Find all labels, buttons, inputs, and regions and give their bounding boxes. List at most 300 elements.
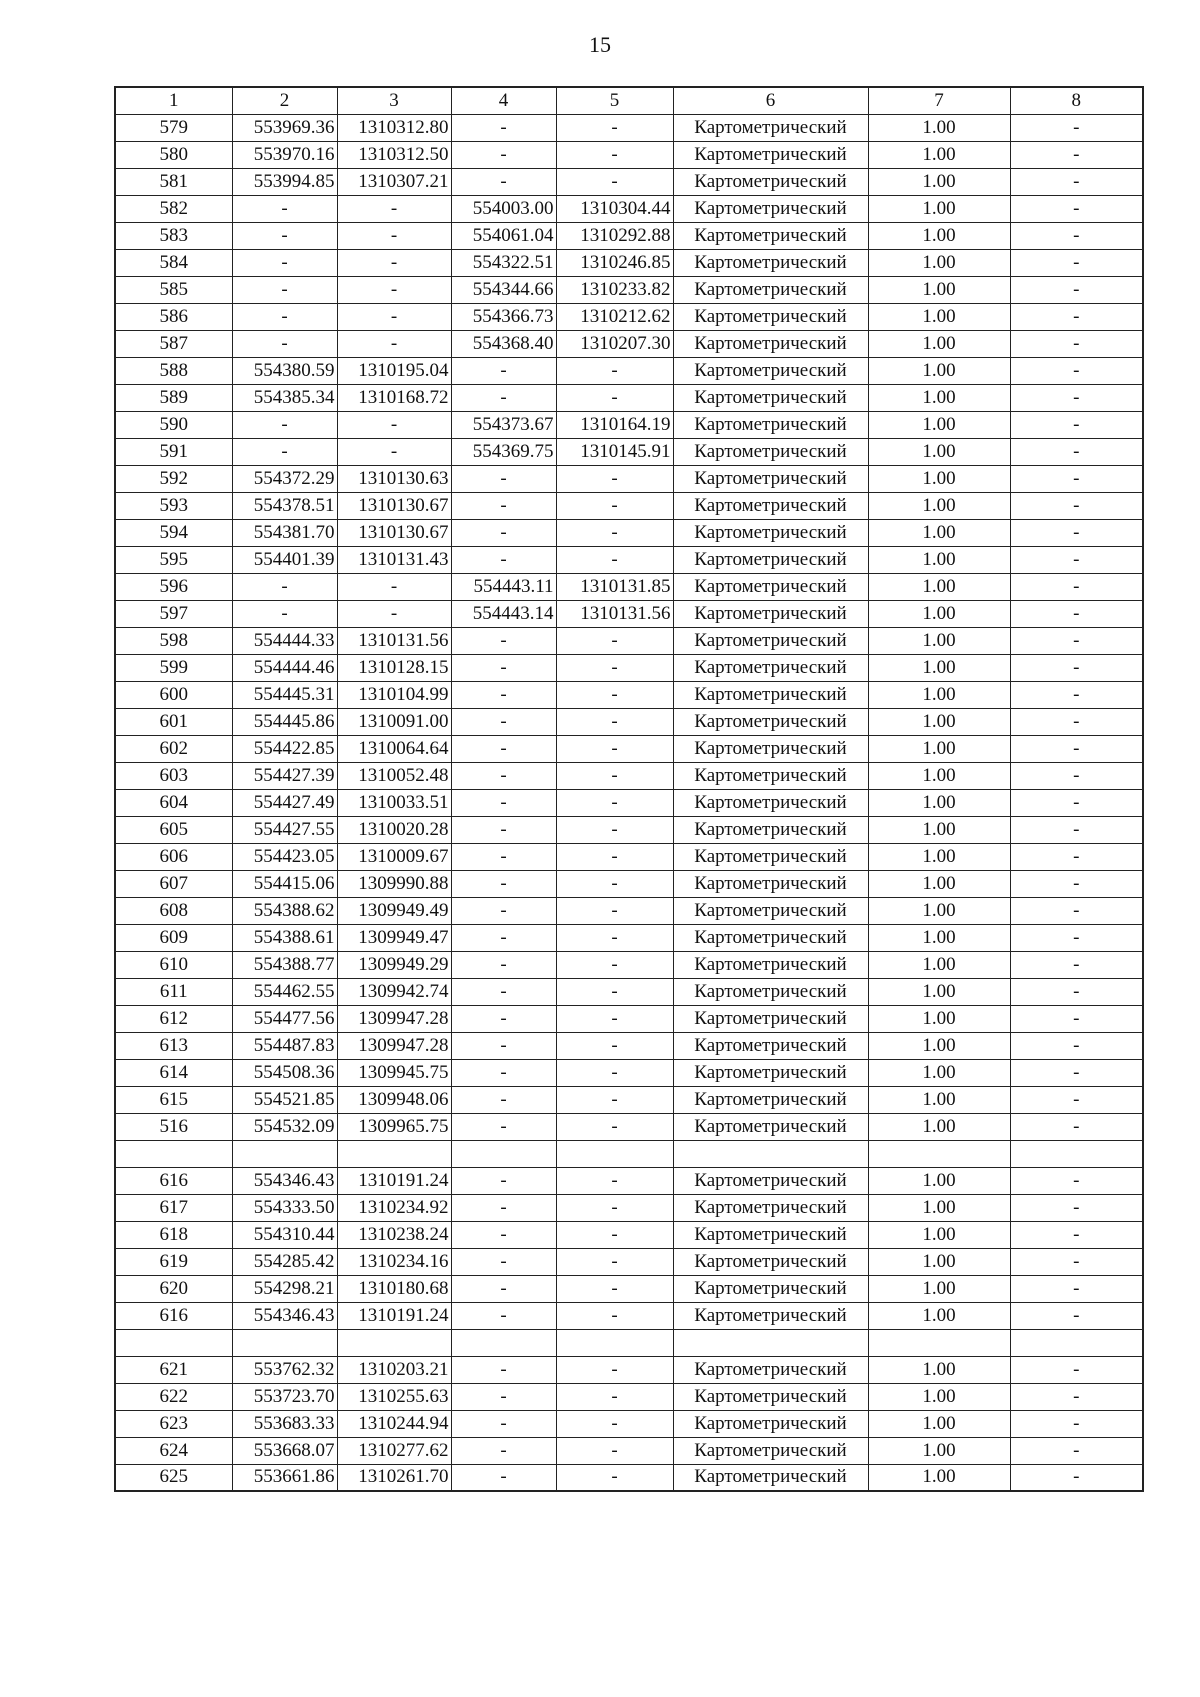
x-coord-cell xyxy=(232,1329,337,1356)
table-row xyxy=(115,1302,1143,1329)
table-row xyxy=(115,1437,1143,1464)
accuracy-cell: 1.00 xyxy=(868,546,1010,573)
x-coord-alt-cell: - xyxy=(451,465,556,492)
x-coord-alt-cell: - xyxy=(451,762,556,789)
x-coord-cell: 554423.05 xyxy=(232,843,337,870)
y-coord-cell: 1310091.00 xyxy=(337,708,451,735)
table-row xyxy=(115,924,1143,951)
accuracy-cell: 1.00 xyxy=(868,465,1010,492)
method-cell: Картометрический xyxy=(673,438,868,465)
y-coord-alt-cell: 1310207.30 xyxy=(556,330,673,357)
y-coord-cell: 1310261.70 xyxy=(337,1464,451,1491)
table-row xyxy=(115,870,1143,897)
table-row xyxy=(115,384,1143,411)
x-coord-cell: - xyxy=(232,573,337,600)
method-cell: Картометрический xyxy=(673,195,868,222)
table-row xyxy=(115,1275,1143,1302)
accuracy-cell: 1.00 xyxy=(868,168,1010,195)
x-coord-alt-cell: 554003.00 xyxy=(451,195,556,222)
y-coord-cell xyxy=(337,1140,451,1167)
note-cell: - xyxy=(1010,870,1143,897)
x-coord-alt-cell: - xyxy=(451,1410,556,1437)
table-row xyxy=(115,519,1143,546)
y-coord-alt-cell: - xyxy=(556,708,673,735)
table-row xyxy=(115,708,1143,735)
y-coord-cell: 1310277.62 xyxy=(337,1437,451,1464)
note-cell: - xyxy=(1010,276,1143,303)
y-coord-cell: - xyxy=(337,195,451,222)
method-cell: Картометрический xyxy=(673,465,868,492)
accuracy-cell: 1.00 xyxy=(868,762,1010,789)
x-coord-alt-cell: - xyxy=(451,735,556,762)
table-row xyxy=(115,1032,1143,1059)
header-cell: 4 xyxy=(451,87,556,114)
y-coord-alt-cell: - xyxy=(556,114,673,141)
x-coord-alt-cell: - xyxy=(451,897,556,924)
x-coord-alt-cell: 554366.73 xyxy=(451,303,556,330)
y-coord-alt-cell: 1310212.62 xyxy=(556,303,673,330)
method-cell: Картометрический xyxy=(673,114,868,141)
x-coord-alt-cell: - xyxy=(451,681,556,708)
method-cell: Картометрический xyxy=(673,762,868,789)
header-cell: 3 xyxy=(337,87,451,114)
accuracy-cell: 1.00 xyxy=(868,411,1010,438)
accuracy-cell: 1.00 xyxy=(868,519,1010,546)
point-number-cell: 582 xyxy=(115,195,232,222)
note-cell: - xyxy=(1010,1275,1143,1302)
y-coord-cell: - xyxy=(337,276,451,303)
y-coord-alt-cell: 1310164.19 xyxy=(556,411,673,438)
table-row xyxy=(115,1113,1143,1140)
y-coord-cell: 1310234.92 xyxy=(337,1194,451,1221)
y-coord-alt-cell: - xyxy=(556,357,673,384)
note-cell: - xyxy=(1010,978,1143,1005)
accuracy-cell: 1.00 xyxy=(868,1167,1010,1194)
method-cell: Картометрический xyxy=(673,1248,868,1275)
x-coord-alt-cell: - xyxy=(451,492,556,519)
y-coord-alt-cell: 1310246.85 xyxy=(556,249,673,276)
y-coord-alt-cell: - xyxy=(556,735,673,762)
point-number-cell: 613 xyxy=(115,1032,232,1059)
point-number-cell: 616 xyxy=(115,1167,232,1194)
y-coord-alt-cell: - xyxy=(556,951,673,978)
accuracy-cell: 1.00 xyxy=(868,789,1010,816)
method-cell: Картометрический xyxy=(673,384,868,411)
y-coord-alt-cell: - xyxy=(556,1410,673,1437)
point-number-cell: 619 xyxy=(115,1248,232,1275)
table-row xyxy=(115,654,1143,681)
x-coord-alt-cell: - xyxy=(451,870,556,897)
x-coord-cell: 554477.56 xyxy=(232,1005,337,1032)
point-number-cell: 589 xyxy=(115,384,232,411)
x-coord-cell: 554444.33 xyxy=(232,627,337,654)
note-cell: - xyxy=(1010,1005,1143,1032)
table-row xyxy=(115,627,1143,654)
accuracy-cell xyxy=(868,1140,1010,1167)
note-cell: - xyxy=(1010,492,1143,519)
table-row xyxy=(115,1356,1143,1383)
method-cell: Картометрический xyxy=(673,897,868,924)
table-row xyxy=(115,114,1143,141)
table-row xyxy=(115,1248,1143,1275)
note-cell: - xyxy=(1010,1464,1143,1491)
y-coord-alt-cell: - xyxy=(556,1248,673,1275)
y-coord-alt-cell: - xyxy=(556,1302,673,1329)
header-cell: 1 xyxy=(115,87,232,114)
method-cell: Картометрический xyxy=(673,303,868,330)
accuracy-cell: 1.00 xyxy=(868,627,1010,654)
x-coord-cell: 554521.85 xyxy=(232,1086,337,1113)
y-coord-alt-cell: - xyxy=(556,681,673,708)
x-coord-alt-cell: 554443.14 xyxy=(451,600,556,627)
method-cell: Картометрический xyxy=(673,1032,868,1059)
note-cell: - xyxy=(1010,249,1143,276)
note-cell: - xyxy=(1010,330,1143,357)
method-cell: Картометрический xyxy=(673,1086,868,1113)
table-row xyxy=(115,1140,1143,1167)
point-number-cell: 583 xyxy=(115,222,232,249)
method-cell: Картометрический xyxy=(673,168,868,195)
accuracy-cell: 1.00 xyxy=(868,816,1010,843)
method-cell: Картометрический xyxy=(673,573,868,600)
x-coord-alt-cell: - xyxy=(451,1248,556,1275)
table-body xyxy=(115,87,1143,1491)
y-coord-cell: 1310191.24 xyxy=(337,1302,451,1329)
y-coord-alt-cell: - xyxy=(556,1221,673,1248)
accuracy-cell: 1.00 xyxy=(868,735,1010,762)
y-coord-cell: 1310203.21 xyxy=(337,1356,451,1383)
y-coord-alt-cell: - xyxy=(556,1356,673,1383)
point-number-cell: 591 xyxy=(115,438,232,465)
point-number-cell: 580 xyxy=(115,141,232,168)
header-cell: 8 xyxy=(1010,87,1143,114)
table-row xyxy=(115,816,1143,843)
accuracy-cell: 1.00 xyxy=(868,870,1010,897)
note-cell xyxy=(1010,1329,1143,1356)
y-coord-cell: 1310128.15 xyxy=(337,654,451,681)
y-coord-alt-cell: - xyxy=(556,465,673,492)
y-coord-cell: 1310168.72 xyxy=(337,384,451,411)
table-row xyxy=(115,1383,1143,1410)
point-number-cell: 593 xyxy=(115,492,232,519)
point-number-cell: 605 xyxy=(115,816,232,843)
x-coord-cell: - xyxy=(232,411,337,438)
x-coord-alt-cell: - xyxy=(451,627,556,654)
y-coord-alt-cell: - xyxy=(556,1059,673,1086)
x-coord-cell: 554388.77 xyxy=(232,951,337,978)
x-coord-alt-cell: - xyxy=(451,708,556,735)
table-row xyxy=(115,843,1143,870)
x-coord-alt-cell: - xyxy=(451,1167,556,1194)
note-cell: - xyxy=(1010,600,1143,627)
method-cell: Картометрический xyxy=(673,1464,868,1491)
method-cell: Картометрический xyxy=(673,222,868,249)
y-coord-cell: 1310307.21 xyxy=(337,168,451,195)
point-number-cell: 610 xyxy=(115,951,232,978)
x-coord-alt-cell: - xyxy=(451,1086,556,1113)
x-coord-cell: 554415.06 xyxy=(232,870,337,897)
x-coord-cell: - xyxy=(232,438,337,465)
accuracy-cell: 1.00 xyxy=(868,1194,1010,1221)
y-coord-cell: 1310312.80 xyxy=(337,114,451,141)
header-cell: 5 xyxy=(556,87,673,114)
x-coord-cell: 554427.55 xyxy=(232,816,337,843)
point-number-cell: 601 xyxy=(115,708,232,735)
method-cell: Картометрический xyxy=(673,276,868,303)
x-coord-cell: 554298.21 xyxy=(232,1275,337,1302)
table-row xyxy=(115,465,1143,492)
table-row xyxy=(115,897,1143,924)
y-coord-cell: 1310191.24 xyxy=(337,1167,451,1194)
x-coord-alt-cell: - xyxy=(451,1464,556,1491)
header-cell: 6 xyxy=(673,87,868,114)
x-coord-cell: 554378.51 xyxy=(232,492,337,519)
table-row xyxy=(115,438,1143,465)
note-cell: - xyxy=(1010,816,1143,843)
x-coord-alt-cell: 554322.51 xyxy=(451,249,556,276)
table-row xyxy=(115,1410,1143,1437)
x-coord-cell: 553969.36 xyxy=(232,114,337,141)
accuracy-cell: 1.00 xyxy=(868,1248,1010,1275)
accuracy-cell: 1.00 xyxy=(868,1113,1010,1140)
x-coord-cell: 554372.29 xyxy=(232,465,337,492)
y-coord-alt-cell: - xyxy=(556,1032,673,1059)
accuracy-cell: 1.00 xyxy=(868,1221,1010,1248)
x-coord-cell: - xyxy=(232,222,337,249)
x-coord-alt-cell: - xyxy=(451,1356,556,1383)
x-coord-alt-cell: - xyxy=(451,519,556,546)
y-coord-alt-cell: - xyxy=(556,1275,673,1302)
x-coord-alt-cell: - xyxy=(451,1383,556,1410)
x-coord-cell: 553683.33 xyxy=(232,1410,337,1437)
note-cell: - xyxy=(1010,1032,1143,1059)
x-coord-cell: 554388.61 xyxy=(232,924,337,951)
note-cell: - xyxy=(1010,789,1143,816)
y-coord-cell: - xyxy=(337,249,451,276)
point-number-cell xyxy=(115,1329,232,1356)
x-coord-cell: 554422.85 xyxy=(232,735,337,762)
accuracy-cell: 1.00 xyxy=(868,276,1010,303)
header-cell: 2 xyxy=(232,87,337,114)
y-coord-cell: 1310033.51 xyxy=(337,789,451,816)
note-cell: - xyxy=(1010,573,1143,600)
note-cell: - xyxy=(1010,195,1143,222)
point-number-cell: 579 xyxy=(115,114,232,141)
y-coord-alt-cell: - xyxy=(556,1437,673,1464)
x-coord-alt-cell xyxy=(451,1329,556,1356)
method-cell: Картометрический xyxy=(673,600,868,627)
accuracy-cell: 1.00 xyxy=(868,222,1010,249)
y-coord-cell: - xyxy=(337,411,451,438)
y-coord-alt-cell: 1310145.91 xyxy=(556,438,673,465)
method-cell: Картометрический xyxy=(673,789,868,816)
y-coord-alt-cell: - xyxy=(556,762,673,789)
method-cell: Картометрический xyxy=(673,519,868,546)
point-number-cell: 586 xyxy=(115,303,232,330)
note-cell: - xyxy=(1010,1059,1143,1086)
y-coord-alt-cell: - xyxy=(556,546,673,573)
y-coord-cell: 1310255.63 xyxy=(337,1383,451,1410)
y-coord-cell: - xyxy=(337,222,451,249)
note-cell: - xyxy=(1010,1302,1143,1329)
y-coord-alt-cell: - xyxy=(556,627,673,654)
note-cell: - xyxy=(1010,627,1143,654)
y-coord-cell: 1310130.67 xyxy=(337,492,451,519)
x-coord-cell: 554388.62 xyxy=(232,897,337,924)
y-coord-cell: 1310234.16 xyxy=(337,1248,451,1275)
accuracy-cell: 1.00 xyxy=(868,1410,1010,1437)
x-coord-cell: 553762.32 xyxy=(232,1356,337,1383)
table-row xyxy=(115,1221,1143,1248)
table-header-row xyxy=(115,87,1143,114)
y-coord-alt-cell: - xyxy=(556,168,673,195)
point-number-cell: 608 xyxy=(115,897,232,924)
note-cell: - xyxy=(1010,1086,1143,1113)
point-number-cell: 588 xyxy=(115,357,232,384)
x-coord-alt-cell: - xyxy=(451,951,556,978)
method-cell: Картометрический xyxy=(673,357,868,384)
method-cell xyxy=(673,1329,868,1356)
y-coord-alt-cell: - xyxy=(556,924,673,951)
note-cell: - xyxy=(1010,222,1143,249)
accuracy-cell: 1.00 xyxy=(868,1437,1010,1464)
x-coord-cell: 553723.70 xyxy=(232,1383,337,1410)
y-coord-cell: 1310130.63 xyxy=(337,465,451,492)
accuracy-cell: 1.00 xyxy=(868,492,1010,519)
note-cell: - xyxy=(1010,303,1143,330)
y-coord-cell: - xyxy=(337,330,451,357)
x-coord-cell: 554532.09 xyxy=(232,1113,337,1140)
note-cell: - xyxy=(1010,465,1143,492)
point-number-cell: 609 xyxy=(115,924,232,951)
y-coord-alt-cell: - xyxy=(556,384,673,411)
accuracy-cell xyxy=(868,1329,1010,1356)
point-number-cell: 602 xyxy=(115,735,232,762)
y-coord-cell: 1310312.50 xyxy=(337,141,451,168)
x-coord-alt-cell: - xyxy=(451,978,556,1005)
point-number-cell: 594 xyxy=(115,519,232,546)
method-cell: Картометрический xyxy=(673,1005,868,1032)
x-coord-cell: 554285.42 xyxy=(232,1248,337,1275)
x-coord-cell: 554381.70 xyxy=(232,519,337,546)
x-coord-cell: 554333.50 xyxy=(232,1194,337,1221)
x-coord-cell: 554385.34 xyxy=(232,384,337,411)
accuracy-cell: 1.00 xyxy=(868,357,1010,384)
x-coord-alt-cell: 554443.11 xyxy=(451,573,556,600)
x-coord-cell: - xyxy=(232,303,337,330)
method-cell: Картометрический xyxy=(673,843,868,870)
x-coord-cell: 554401.39 xyxy=(232,546,337,573)
x-coord-cell: 554346.43 xyxy=(232,1167,337,1194)
method-cell: Картометрический xyxy=(673,1113,868,1140)
y-coord-alt-cell: - xyxy=(556,654,673,681)
y-coord-alt-cell: - xyxy=(556,141,673,168)
point-number-cell: 611 xyxy=(115,978,232,1005)
method-cell: Картометрический xyxy=(673,735,868,762)
point-number-cell: 585 xyxy=(115,276,232,303)
point-number-cell: 606 xyxy=(115,843,232,870)
y-coord-alt-cell: 1310304.44 xyxy=(556,195,673,222)
x-coord-cell: 553661.86 xyxy=(232,1464,337,1491)
table-row xyxy=(115,1464,1143,1491)
x-coord-cell: 554346.43 xyxy=(232,1302,337,1329)
y-coord-alt-cell: - xyxy=(556,519,673,546)
accuracy-cell: 1.00 xyxy=(868,1059,1010,1086)
point-number-cell: 584 xyxy=(115,249,232,276)
x-coord-cell: - xyxy=(232,195,337,222)
y-coord-cell: 1310064.64 xyxy=(337,735,451,762)
point-number-cell: 624 xyxy=(115,1437,232,1464)
y-coord-alt-cell: - xyxy=(556,870,673,897)
method-cell: Картометрический xyxy=(673,1383,868,1410)
y-coord-alt-cell: - xyxy=(556,1113,673,1140)
y-coord-alt-cell: 1310292.88 xyxy=(556,222,673,249)
note-cell: - xyxy=(1010,708,1143,735)
table-row xyxy=(115,357,1143,384)
x-coord-cell: 554444.46 xyxy=(232,654,337,681)
y-coord-cell: 1309949.47 xyxy=(337,924,451,951)
note-cell: - xyxy=(1010,384,1143,411)
accuracy-cell: 1.00 xyxy=(868,843,1010,870)
note-cell: - xyxy=(1010,1383,1143,1410)
accuracy-cell: 1.00 xyxy=(868,1464,1010,1491)
note-cell: - xyxy=(1010,357,1143,384)
x-coord-alt-cell: - xyxy=(451,654,556,681)
y-coord-alt-cell: 1310131.85 xyxy=(556,573,673,600)
accuracy-cell: 1.00 xyxy=(868,330,1010,357)
note-cell: - xyxy=(1010,141,1143,168)
x-coord-cell: 554445.86 xyxy=(232,708,337,735)
method-cell: Картометрический xyxy=(673,1167,868,1194)
method-cell: Картометрический xyxy=(673,951,868,978)
table-row xyxy=(115,411,1143,438)
method-cell: Картометрический xyxy=(673,1302,868,1329)
table-row xyxy=(115,546,1143,573)
point-number-cell xyxy=(115,1140,232,1167)
table-row xyxy=(115,735,1143,762)
method-cell: Картометрический xyxy=(673,1221,868,1248)
y-coord-alt-cell xyxy=(556,1329,673,1356)
x-coord-alt-cell: - xyxy=(451,1302,556,1329)
table-row xyxy=(115,195,1143,222)
y-coord-cell: 1309948.06 xyxy=(337,1086,451,1113)
x-coord-alt-cell: - xyxy=(451,1032,556,1059)
accuracy-cell: 1.00 xyxy=(868,951,1010,978)
y-coord-cell: 1310131.43 xyxy=(337,546,451,573)
accuracy-cell: 1.00 xyxy=(868,708,1010,735)
y-coord-cell: 1309990.88 xyxy=(337,870,451,897)
y-coord-cell: 1310052.48 xyxy=(337,762,451,789)
accuracy-cell: 1.00 xyxy=(868,1086,1010,1113)
note-cell: - xyxy=(1010,924,1143,951)
point-number-cell: 598 xyxy=(115,627,232,654)
y-coord-alt-cell: 1310233.82 xyxy=(556,276,673,303)
method-cell: Картометрический xyxy=(673,141,868,168)
x-coord-alt-cell: 554368.40 xyxy=(451,330,556,357)
y-coord-cell: - xyxy=(337,438,451,465)
point-number-cell: 614 xyxy=(115,1059,232,1086)
table-row xyxy=(115,951,1143,978)
x-coord-cell: 554462.55 xyxy=(232,978,337,1005)
x-coord-alt-cell: - xyxy=(451,546,556,573)
table-row xyxy=(115,762,1143,789)
x-coord-alt-cell: - xyxy=(451,1437,556,1464)
table-row xyxy=(115,978,1143,1005)
note-cell: - xyxy=(1010,762,1143,789)
point-number-cell: 516 xyxy=(115,1113,232,1140)
y-coord-cell: 1310130.67 xyxy=(337,519,451,546)
note-cell: - xyxy=(1010,897,1143,924)
